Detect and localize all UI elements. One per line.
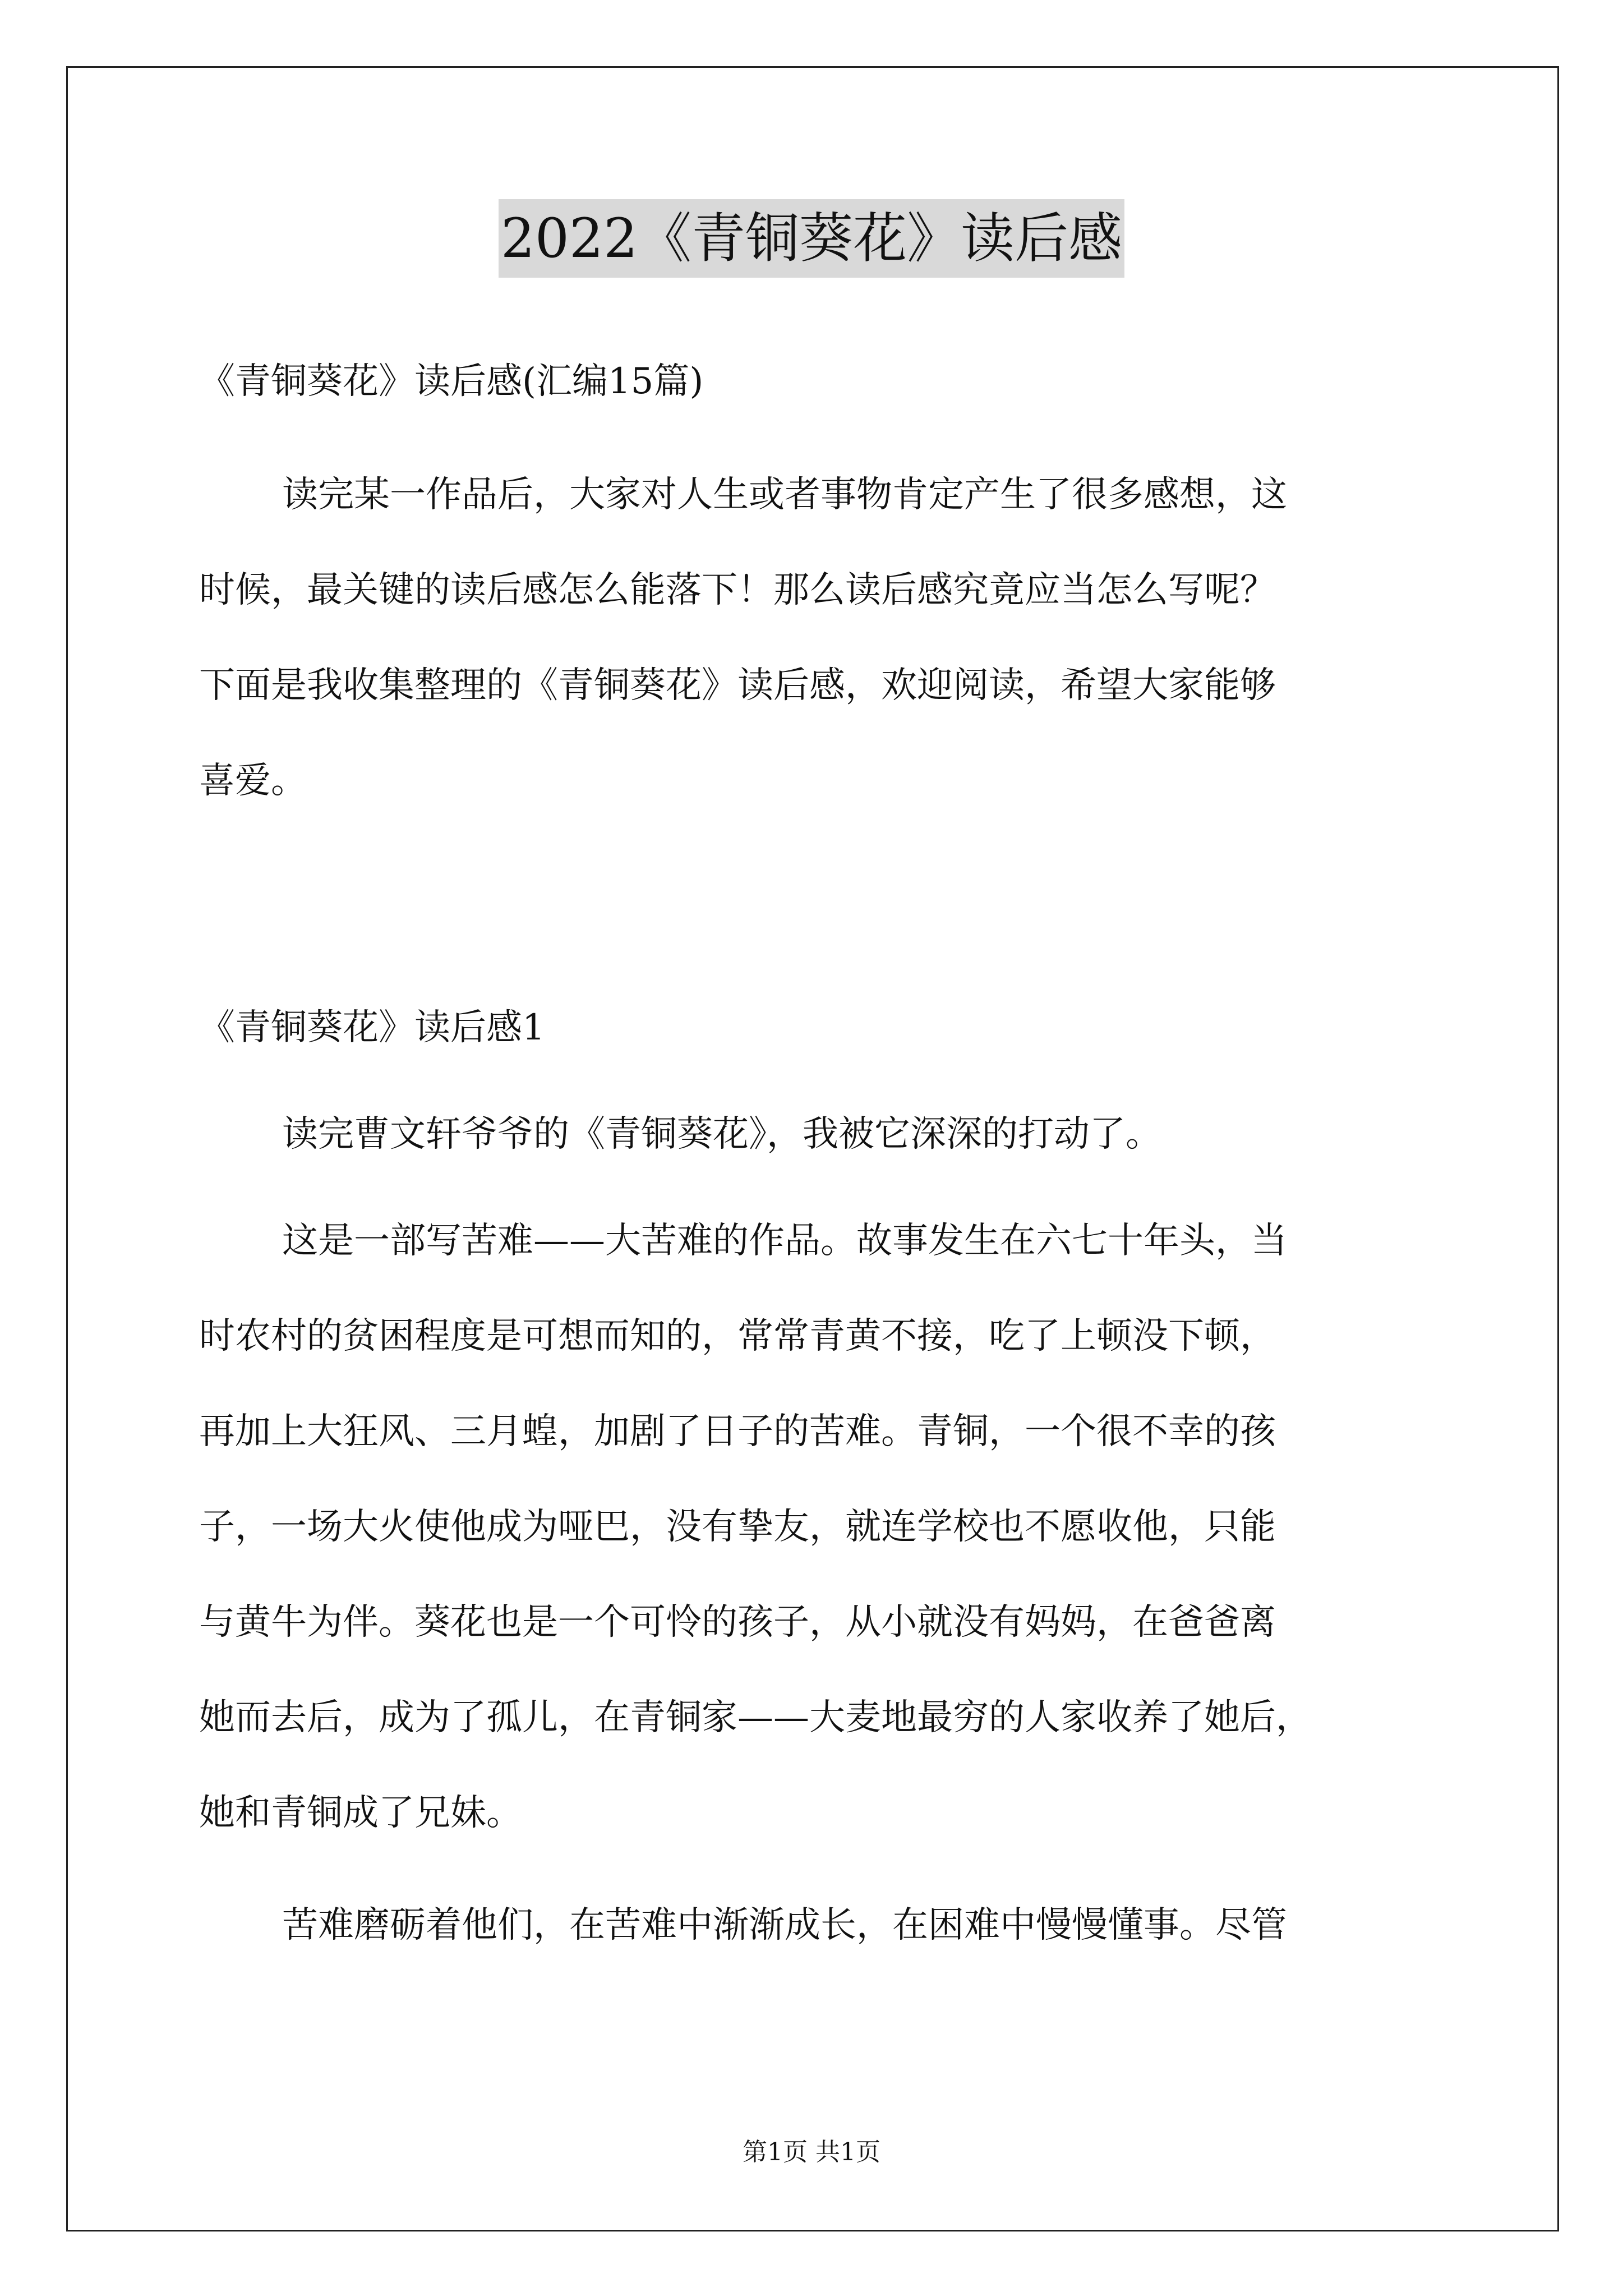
- body-line-2: 这是一部写苦难——大苦难的作品。故事发生在六七十年头，当: [282, 1220, 1287, 1262]
- body-line-5: 子，一场大火使他成为哑巴，没有挚友，就连学校也不愿收他，只能: [199, 1506, 1276, 1548]
- body-line-8: 她和青铜成了兄妹。: [199, 1792, 522, 1834]
- intro-line-3: 下面是我收集整理的《青铜葵花》读后感，欢迎阅读，希望大家能够: [199, 665, 1276, 706]
- intro-line-1: 读完某一作品后，大家对人生或者事物肯定产生了很多感想，这: [282, 474, 1287, 516]
- body-line-1: 读完曹文轩爷爷的《青铜葵花》，我被它深深的打动了。: [282, 1114, 1161, 1155]
- title-container: [0, 199, 1623, 278]
- section-heading: 《青铜葵花》读后感1: [199, 1007, 545, 1048]
- document-subtitle: 《青铜葵花》读后感(汇编15篇): [199, 361, 704, 402]
- page-footer: 第1页 共1页: [743, 2138, 880, 2166]
- document-title: 2022《青铜葵花》读后感: [499, 199, 1124, 278]
- body-line-7: 她而去后，成为了孤儿，在青铜家——大麦地最穷的人家收养了她后，: [199, 1697, 1312, 1738]
- body-line-3: 时农村的贫困程度是可想而知的，常常青黄不接，吃了上顿没下顿，: [199, 1315, 1276, 1357]
- intro-line-2: 时候，最关键的读后感怎么能落下！那么读后感究竟应当怎么写呢？: [199, 569, 1276, 611]
- body-line-9: 苦难磨砺着他们，在苦难中渐渐成长，在困难中慢慢懂事。尽管: [282, 1904, 1287, 1946]
- intro-line-4: 喜爱。: [199, 760, 307, 802]
- body-line-6: 与黄牛为伴。葵花也是一个可怜的孩子，从小就没有妈妈，在爸爸离: [199, 1602, 1276, 1643]
- body-line-4: 再加上大狂风、三月蝗，加剧了日子的苦难。青铜，一个很不幸的孩: [199, 1411, 1276, 1452]
